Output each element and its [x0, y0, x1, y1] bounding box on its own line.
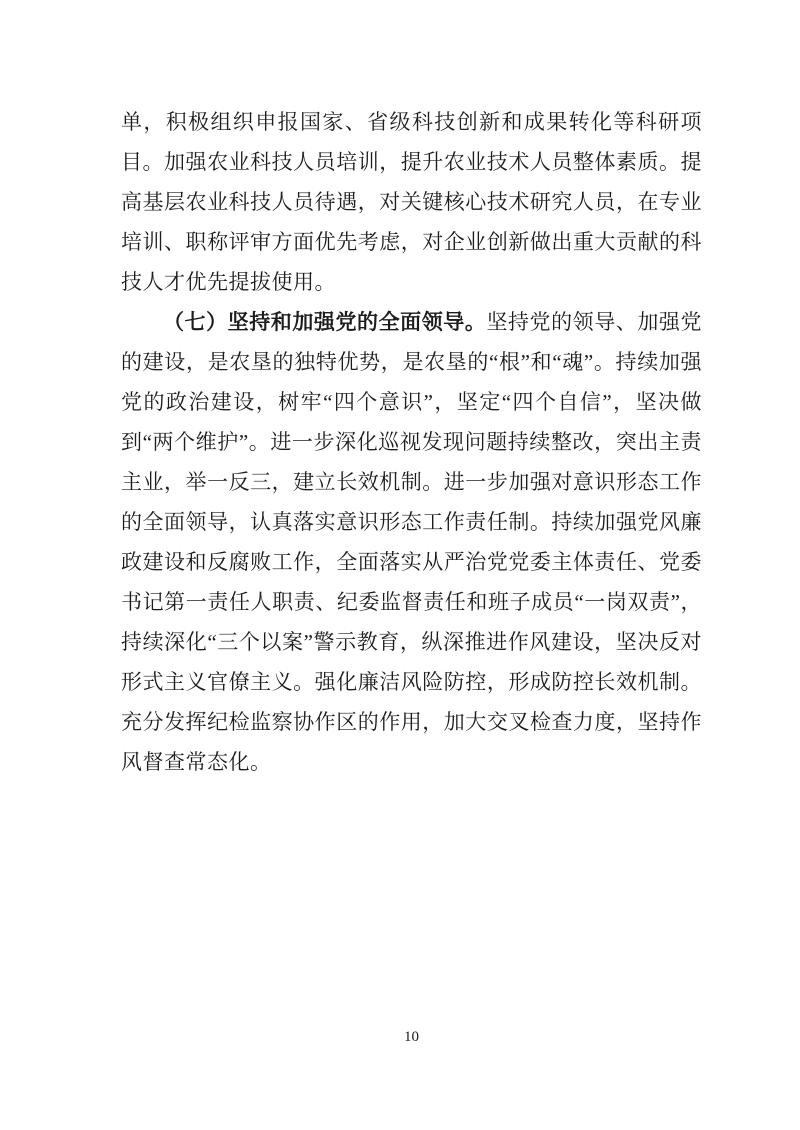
paragraph-text: 单，积极组织申报国家、省级科技创新和成果转化等科研项目。加强农业科技人员培训，提升农业技术人员整体素质。提高基层农业科技人员待遇，对关键核心技术研究人员，在专业培训、职称评审方面优先考虑，对企业创新做出重大贡献的科技人才优先提拔使用。: [121, 110, 702, 294]
document-body: [121, 102, 702, 782]
page-number: 10: [404, 1029, 419, 1045]
paragraph-section-7: [121, 302, 702, 782]
paragraph-continued: [121, 102, 702, 302]
page-footer: [121, 1028, 702, 1046]
paragraph-text: 坚持党的领导、加强党的建设，是农垦的独特优势，是农垦的“根”和“魂”。持续加强党的政治建设，树牢“四个意识”，坚定“四个自信”，坚决做到“两个维护”。进一步深化巡视发现问题持续整改，突出主责主业，举一反三，建立长效机制。进一步加强对意识形态工作的全面领导，认真落实意识形态工作责任制。持续加强党风廉政建设和反腐败工作，全面落实从严治党党委主体责任、党委书记第一责任人职责、纪委监督责任和班子成员“一岗双责”，持续深化“三个以案”警示教育，纵深推进作风建设，坚决反对形式主义官僚主义。强化廉洁风险防控，形成防控长效机制。充分发挥纪检监察协作区的作用，加大交叉检查力度，坚持作风督查常态化。: [121, 310, 702, 774]
section-heading: （七）坚持和加强党的全面领导。: [163, 310, 487, 334]
